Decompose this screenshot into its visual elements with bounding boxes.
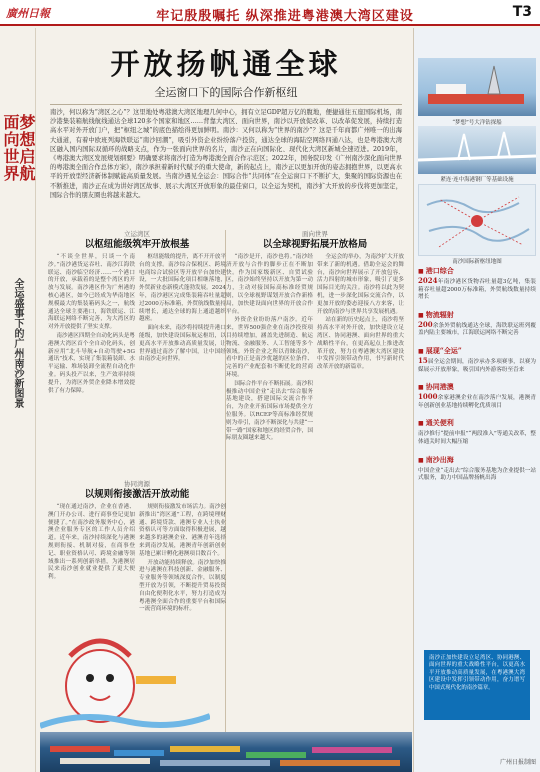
- sidebar: [413, 28, 540, 772]
- text-column: [139, 504, 226, 615]
- fact-item: [418, 455, 536, 483]
- vertical-headline-1: 面向世界: [1, 114, 20, 182]
- paragraph: 国际合作平台不断拓展。南沙积极推动中国企业“走出去”综合服务基地建设，搭建国际交流合作平台，为企业开拓国际市场提供全方位服务。以RCEP等高标准经贸规则为牵引，南沙不断深化与共建“一带一路”国家和地区的经贸合作，国际朋友圈越来越大。: [226, 380, 313, 442]
- newspaper-logo: 廣州日報: [6, 7, 50, 20]
- fact-heading: ■ 协同港澳: [418, 382, 536, 393]
- fact-item: [418, 346, 536, 374]
- vertical-headline-2: 梦想启航: [17, 114, 36, 182]
- fact-text: 余家港澳企业在南沙落户发展，港澳青年创新创业基地持续孵化优质项目: [418, 395, 536, 409]
- text-column: [139, 254, 226, 396]
- paragraph: 枢纽能级的提升，离不开开放平台的支撑。南沙综合保税区、跨境电商综合试验区等开放平台加快建设，一大批国际化项目相继落地，外贸新业态新模式蓬勃发展。2024年，南沙港区完成集装箱吞吐量超过2000万标准箱，外贸航线数量持续增长，通达全球的海上通道越织越密。: [139, 254, 226, 323]
- fact-heading: ■ 通关便利: [418, 418, 536, 429]
- paragraph: 全运会的举办，为南沙扩大开放带来了新的机遇。借助全运会的舞台，南沙向世界展示了开放包容、活力四射的城市形象，吸引了更多国际目光的关注。南沙将以此为契机，进一步深化国际交流合作，以更加开放的姿态迎接八方来客，让开放的南沙与世界共享发展机遇。: [317, 254, 404, 315]
- article-lead: 南沙，何以称为“湾区之心”？这里地处粤港澳大湾区地理几何中心，拥有立足GDP超万亿的腹地，便捷通往五座国际机场，南沙港集装箱航线航线通达全球120多个国家和地区……背靠大湾区、面向世界，南沙以开放促改革、以改革促发展，持续打造高水平对外开放门户，把“枢纽之城”的底色描绘得更加鲜明。南沙：又何以称为“世界的南沙”？这是千年商都广州唯一的出海大通道，有着中欧班列海铁联运“南沙回潮”，吸引外资企业纷纷落户投资，通达全球的海陆空网络四通八达，也是粤港澳大湾区融入国内国际双循环的战略支点，作为一张面向世界的名片，南沙正在向国际化、现代化大湾区新城全速迈进。2019年，《粤港澳大湾区发展规划纲要》明确要求将南沙打造为粤港澳全面合作示范区；2022年，国务院印发《广州南沙深化面向世界的粤港澳全面合作总体方案》，南沙承担着新时代赋予的重大使命，新的起点上，南沙正以更加开放的姿态拥抱世界，以更高水平的开放型经济新体制赋能高质量发展。当南沙遇见全运会：国际合作“共同体”在全运窗口下不断扩大，集聚的国际资源也在不断推进，南沙正在成为讲好湾区故事、展示大湾区开放形象的最佳窗口，以全运为契机，南沙扩大开放的步伐将更加坚定，国际合作的朋友圈也将越来越大。: [50, 109, 402, 199]
- paragraph: 规则衔接激发市场活力。南沙创新推出“湾区通”工程，在跨境理财通、跨境贷款、港澳专业人士执业资格认可等方面取得积极进展，越来越多的港澳企业、港澳青年选择来到南沙发展，港澳青年创新创业基地已累计孵化港澳项目数百个。: [139, 504, 226, 557]
- fact-number: 200: [418, 319, 433, 329]
- page-number: T3: [512, 4, 532, 20]
- photo-caption: “梦想”号大洋钻探船: [452, 120, 502, 126]
- paragraph: “现在通过南沙，企业在香港、澳门开办公司、进行商事登记更加便捷了。”在南沙政务服务中心，港澳企业服务专区的工作人员介绍道。近年来，南沙持续深化与港澳规则衔接、机制对接，在商事登记、职业资格认可、跨境金融等领域推出一系列创新举措，为港澳居民来南沙创业就业提供了更大便利。: [48, 504, 135, 581]
- article-title: 开放扬帆通全球: [110, 47, 342, 81]
- section-kicker: 立运湾区: [124, 230, 150, 238]
- quote-box: 南沙正加快建设立足湾区、协同港澳、面向世界的重大战略性平台，以更高水平开放推动高质量发展，在粤港澳大湾区建设中发挥引领带动作用，奋力谱写中国式现代化的南沙篇章。: [424, 650, 530, 720]
- fact-number: 15: [418, 355, 428, 365]
- section-title: 以枢纽能级筑牢开放根基: [84, 239, 190, 250]
- text-column: [317, 254, 404, 444]
- masthead-banner: 牢记殷殷嘱托 纵深推进粤港澳大湾区建设: [156, 9, 414, 24]
- section-kicker: 面向世界: [302, 230, 328, 238]
- bridge-photo: [418, 126, 536, 174]
- fact-text: 年南沙港区货物吞吐量超3亿吨，集装箱吞吐量超2000万标准箱，外贸航线数量持续增长: [418, 279, 536, 301]
- fact-heading: ■ 南沙出海: [418, 455, 536, 466]
- fact-item: [418, 310, 536, 338]
- paragraph: “不谈全世界，只谈一个南沙。”南沙港货运吞吐、南沙江海铁联运、南沙临空经济……一个港口的开放，承载着的是整个湾区的开放与发展。南沙港区作为广州港的核心港区，如今已经成为华南地区规模最大的集装箱码头之一，航线通达全球主要港口，海铁联运、江海联运网络不断完善，为大湾区的对外开放提供了坚实支撑。: [48, 254, 135, 331]
- fact-number: 2024: [418, 276, 438, 285]
- paragraph: 外资企业纷纷落户南沙。近年来，世界500强企业在南沙投资项目持续增加，涵盖先进制造、航运物流、金融服务、人工智能等多个领域。外资企业之所以青睐南沙，看中的正是南沙优越的区位条件、完善的产业配套和不断优化的营商环境。: [226, 317, 313, 378]
- map-icon: [419, 185, 537, 257]
- section-title: 以全球视野拓展开放格局: [262, 239, 368, 250]
- port-photo: [40, 732, 412, 772]
- fact-heading: ■ 展现“全运”: [418, 346, 536, 357]
- paragraph: 开放动能持续释放。南沙加快推进与港澳在科技创新、金融服务、专业服务等领域深度合作，以制度型开放为引领，不断提升贸易投资自由化便利化水平，努力打造成为粤港澳全面合作的重要平台和国际一流营商环境的标杆。: [139, 559, 226, 613]
- title-rule: [50, 104, 402, 105]
- photo-caption: 紧连·连中海港钢厂等基础设施: [440, 177, 514, 183]
- section-global: [226, 230, 404, 766]
- main-article: [40, 28, 412, 772]
- paragraph: 面向未来，南沙将持续提升港口能级，加快建设国际航运枢纽，以更高水平开放推动高质量发展，让世界通过南沙了解中国，让中国经由南沙走向世界。: [139, 325, 226, 363]
- paragraph: “南沙是开，南沙也将。”南沙经济开放与合作的脚步正在不断加快。作为国家级新区、自贸试验区，南沙始终坚持以开放为第一动力，主动对接国际高标准经贸规则，以全球视野谋划开放合作新格局，加快建设面向世界的开放合作平台。: [226, 254, 313, 315]
- photo-caption: 南沙国际新枢纽地图: [452, 259, 502, 265]
- fact-item: [418, 418, 536, 446]
- fact-number: 1000: [418, 392, 438, 402]
- text-column: [48, 504, 135, 615]
- series-title: 全运盛事下的广州南沙新图景: [12, 278, 23, 408]
- section-title: 以规则衔接激活开放动能: [84, 489, 190, 500]
- fact-text: 余条外贸航线通达全球，海铁联运班列覆盖内陆主要城市，江海联运网络不断完善: [418, 322, 536, 337]
- fact-heading: ■ 物流辐射: [418, 310, 536, 321]
- fact-text: 南沙推行“提前申报”“两段准入”等通关改革，整体通关时间大幅压缩: [418, 431, 536, 445]
- graphic-credit: 广州日报制图: [499, 759, 536, 766]
- left-column: [0, 28, 36, 772]
- mascot-illustration: [40, 616, 210, 736]
- article-subtitle: 全运窗口下的国际合作新枢纽: [154, 86, 298, 99]
- drilling-ship-graphic: [418, 58, 536, 116]
- paragraph: 南沙港区四期全自动化码头是粤港澳大湾区首个全自动化码头，创新应用“北斗导航+自动驾驶+5G通讯”技术，实现了集装箱装卸、水平运输、堆场装卸全流程自动化作业。码头投产以来，生产效率持续提升，为湾区外贸企业降本增效提供了有力保障。: [48, 332, 135, 394]
- ship-photo: [418, 58, 536, 116]
- bridge-graphic: [418, 126, 536, 174]
- map-graphic: [418, 184, 536, 256]
- text-column: [226, 254, 313, 444]
- fact-item: [418, 382, 536, 410]
- fact-heading: ■ 港口综合: [418, 266, 536, 277]
- fact-text: 届全运会期间，南沙承办多项赛事，以赛为媒展示开放形象，吸引国内外游客纷至沓来: [418, 358, 536, 373]
- fact-list: [418, 266, 536, 491]
- fact-item: [418, 266, 536, 302]
- paragraph: 站在新的历史起点上，南沙将坚持高水平对外开放，加快建设立足湾区、协同港澳、面向世界的重大战略性平台，在更高起点上推进改革开放，努力在粤港澳大湾区建设中发挥引领带动作用，书写新时代改革开放的新篇章。: [317, 317, 404, 371]
- text-column: [48, 254, 135, 396]
- fact-text: 中国企业“走出去”综合服务基地为企业提供一站式服务，助力中国品牌扬帆出海: [418, 467, 536, 482]
- section-kicker: 协同湾源: [124, 480, 150, 488]
- masthead: [0, 0, 540, 26]
- section-hub: [48, 230, 226, 478]
